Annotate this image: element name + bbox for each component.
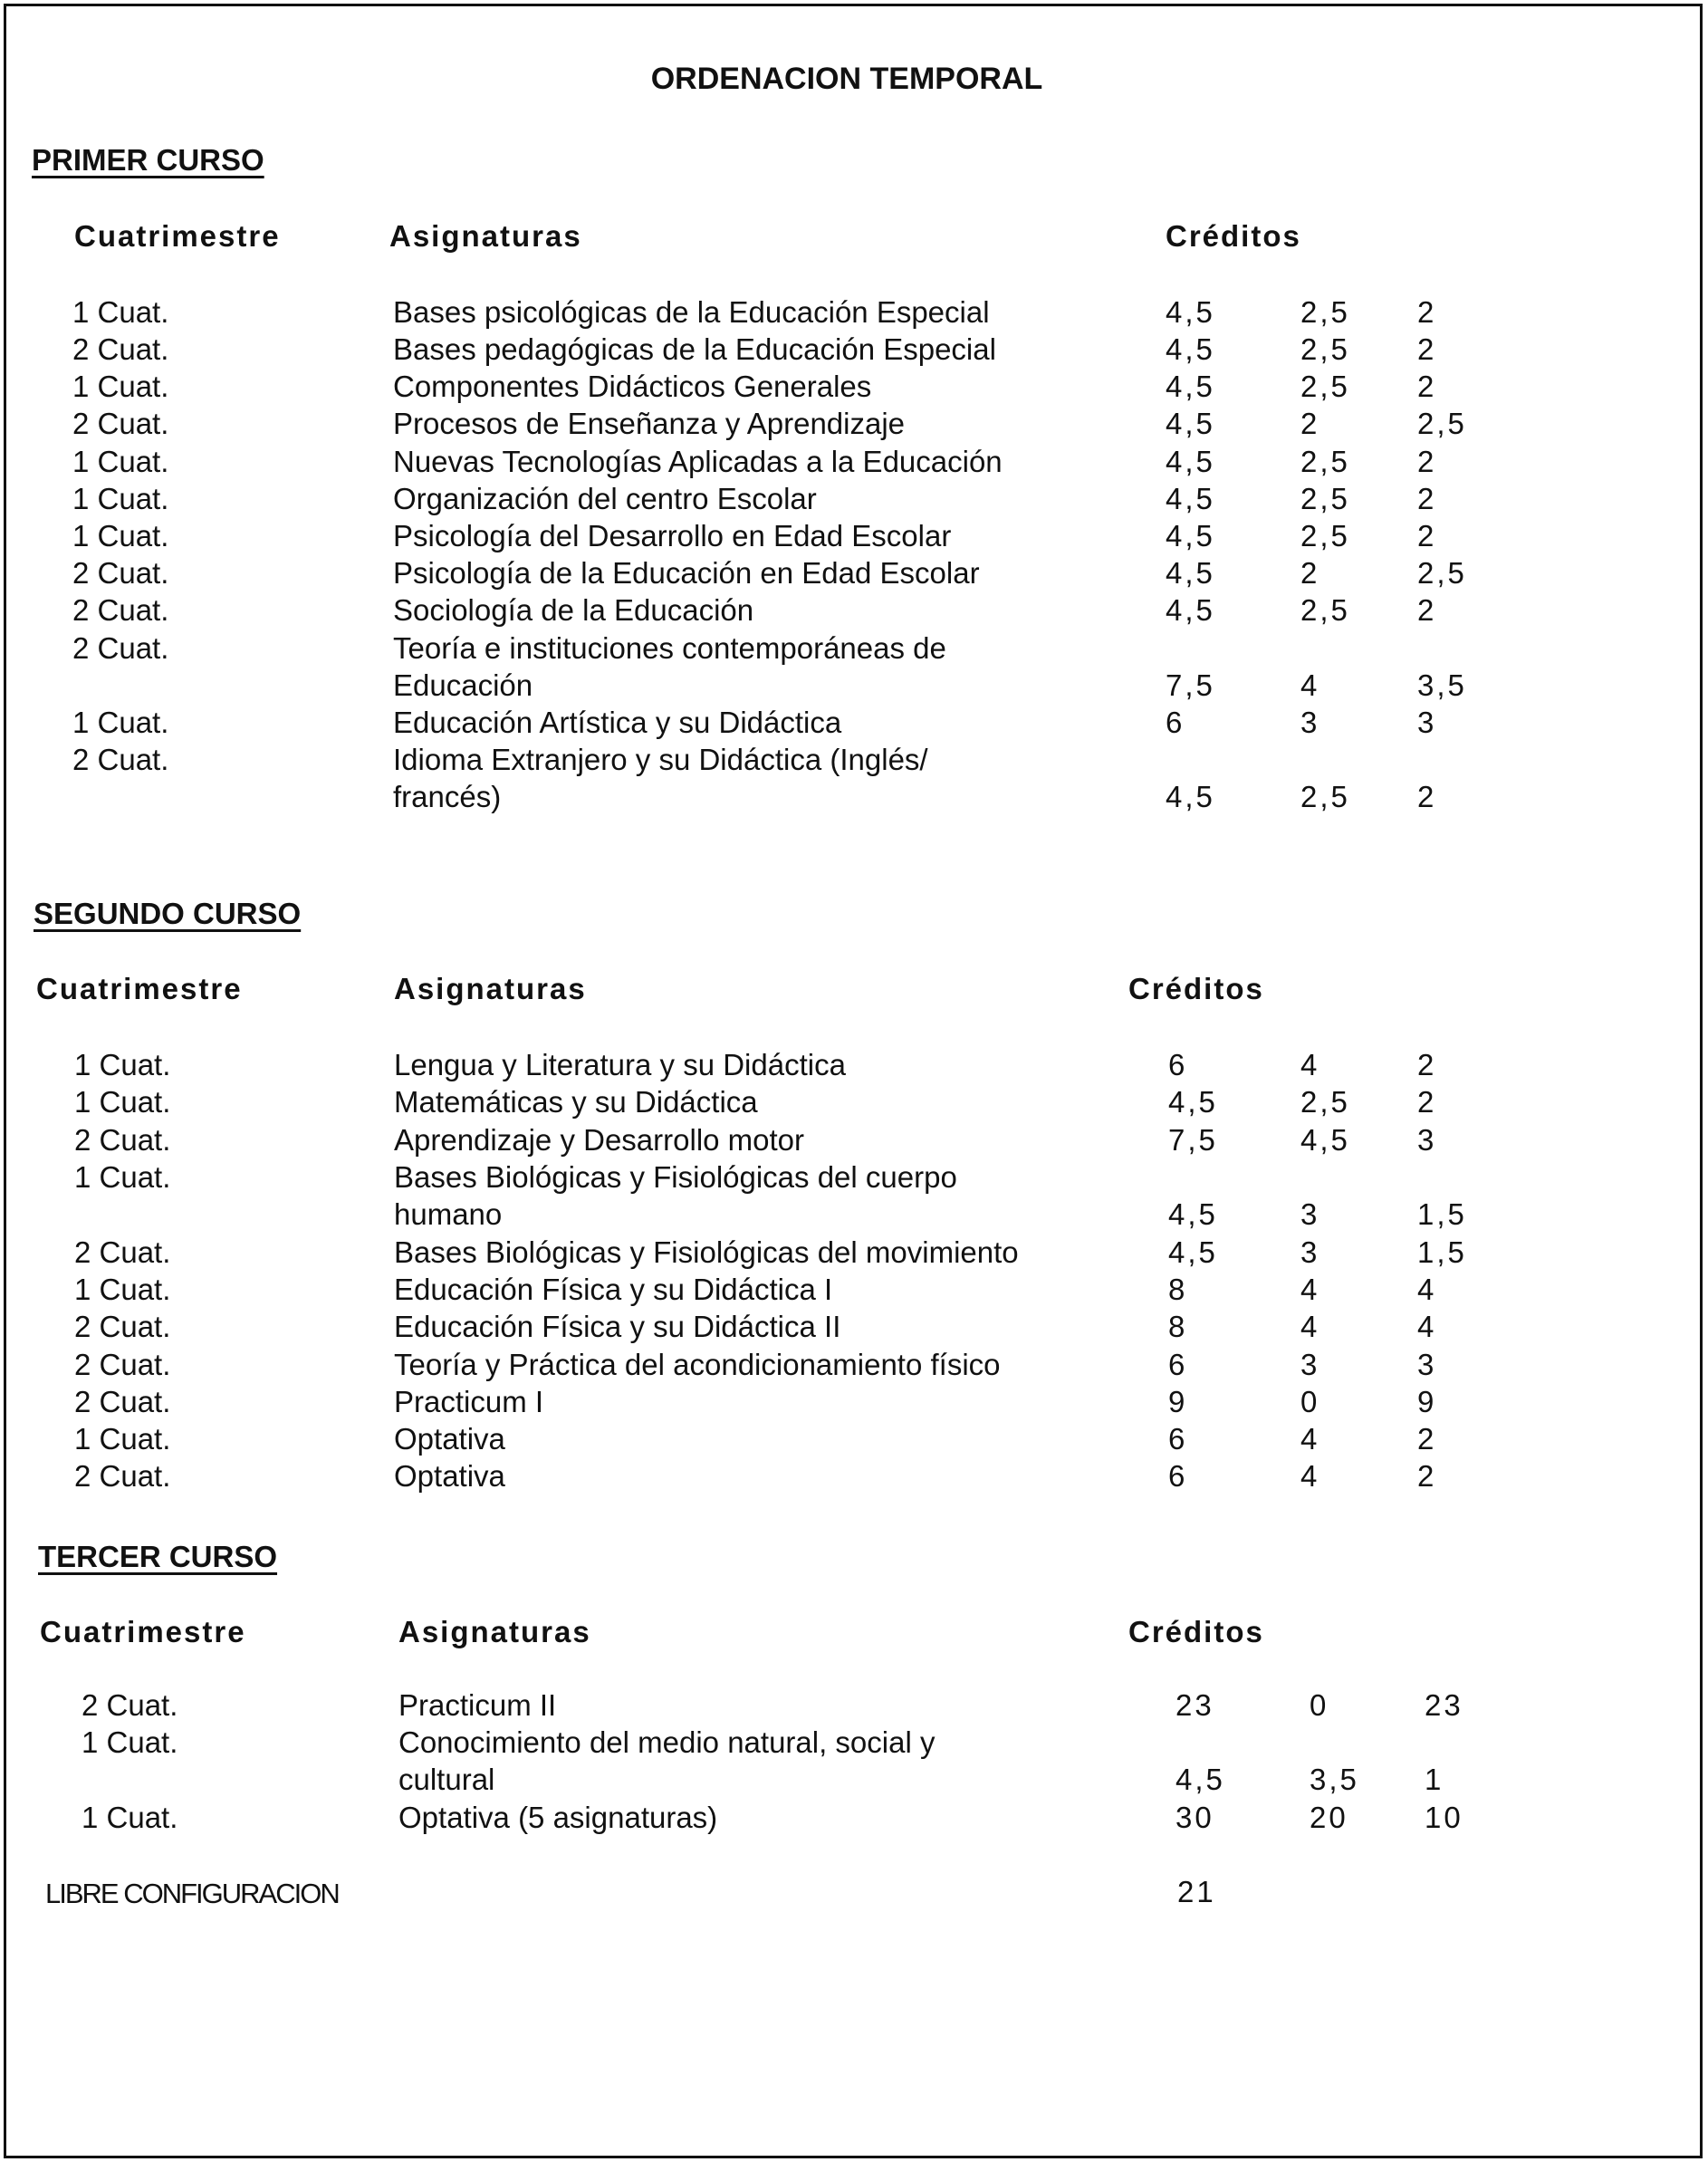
course-heading: TERCER CURSO xyxy=(38,1540,278,1573)
col-header-asignaturas: Asignaturas xyxy=(398,1615,591,1648)
credits-theory-cell: 2,5 xyxy=(1300,519,1350,553)
credits-theory-cell: 4 xyxy=(1300,1310,1320,1343)
table-row xyxy=(0,1046,1694,1083)
table-row xyxy=(0,443,1694,480)
table-row xyxy=(0,1271,1694,1308)
table-row xyxy=(0,1420,1694,1457)
credits-theory-cell: 0 xyxy=(1300,1385,1320,1418)
cuatrimestre-cell: 1 Cuat. xyxy=(74,1273,171,1306)
cuatrimestre-cell: 2 Cuat. xyxy=(74,1123,171,1157)
credits-theory-cell: 2,5 xyxy=(1300,1085,1350,1119)
credits-theory-cell: 2,5 xyxy=(1300,295,1350,329)
col-header-cuatrimestre: Cuatrimestre xyxy=(74,219,281,253)
credits-practice-cell: 1 xyxy=(1425,1763,1444,1796)
cuatrimestre-cell: 1 Cuat. xyxy=(74,1160,171,1194)
credits-total-cell: 6 xyxy=(1168,1459,1188,1493)
asignatura-cell: Educación Artística y su Didáctica xyxy=(393,706,842,739)
table-row xyxy=(0,1158,1694,1233)
col-header-creditos: Créditos xyxy=(1166,219,1301,253)
col-header-creditos: Créditos xyxy=(1128,972,1264,1005)
cuatrimestre-cell: 1 Cuat. xyxy=(72,445,169,478)
cuatrimestre-cell: 2 Cuat. xyxy=(74,1348,171,1381)
credits-total-cell: 4,5 xyxy=(1168,1197,1218,1231)
credits-theory-cell: 2 xyxy=(1300,556,1320,590)
cuatrimestre-cell: 1 Cuat. xyxy=(72,370,169,403)
credits-practice-cell: 1,5 xyxy=(1417,1197,1467,1231)
credits-total-cell: 6 xyxy=(1168,1422,1188,1456)
table-row xyxy=(0,554,1694,591)
credits-theory-cell: 4 xyxy=(1300,1048,1320,1081)
table-row xyxy=(0,293,1694,331)
credits-practice-cell: 2 xyxy=(1417,295,1437,329)
cuatrimestre-cell: 1 Cuat. xyxy=(74,1048,171,1081)
credits-practice-cell: 23 xyxy=(1425,1688,1463,1722)
asignatura-cell: Idioma Extranjero y su Didáctica (Inglés/ xyxy=(393,743,928,776)
credits-practice-cell: 2 xyxy=(1417,519,1437,553)
asignatura-cell: Organización del centro Escolar xyxy=(393,482,817,515)
col-header-cuatrimestre: Cuatrimestre xyxy=(36,972,243,1005)
asignatura-cell: Sociología de la Educación xyxy=(393,593,754,627)
credits-theory-cell: 4,5 xyxy=(1300,1123,1350,1157)
credits-practice-cell: 3 xyxy=(1417,706,1437,739)
asignatura-cell: Conocimiento del medio natural, social y xyxy=(398,1725,936,1759)
table-row xyxy=(0,591,1694,629)
asignatura-cell: Psicología del Desarrollo en Edad Escolar xyxy=(393,519,952,553)
credits-total-cell: 6 xyxy=(1168,1348,1188,1381)
cuatrimestre-cell: 2 Cuat. xyxy=(74,1310,171,1343)
credits-practice-cell: 2 xyxy=(1417,1422,1437,1456)
table-row xyxy=(0,368,1694,405)
credits-total-cell: 4,5 xyxy=(1166,407,1215,440)
table-row xyxy=(0,480,1694,517)
credits-practice-cell: 2 xyxy=(1417,482,1437,515)
credits-practice-cell: 2 xyxy=(1417,1085,1437,1119)
credits-practice-cell: 9 xyxy=(1417,1385,1437,1418)
credits-total-cell: 9 xyxy=(1168,1385,1188,1418)
asignatura-cell: Educación Física y su Didáctica II xyxy=(394,1310,841,1343)
asignatura-cell: Practicum I xyxy=(394,1385,544,1418)
cuatrimestre-cell: 1 Cuat. xyxy=(72,295,169,329)
credits-total-cell: 4,5 xyxy=(1166,332,1215,366)
credits-practice-cell: 2,5 xyxy=(1417,407,1467,440)
cuatrimestre-cell: 2 Cuat. xyxy=(72,631,169,665)
cuatrimestre-cell: 1 Cuat. xyxy=(82,1725,178,1759)
table-row xyxy=(0,1083,1694,1120)
credits-practice-cell: 2 xyxy=(1417,332,1437,366)
asignatura-cell: francés) xyxy=(393,780,502,813)
asignatura-cell: Practicum II xyxy=(398,1688,557,1722)
credits-practice-cell: 2,5 xyxy=(1417,556,1467,590)
credits-total-cell: 4,5 xyxy=(1166,780,1215,813)
table-row xyxy=(0,1457,1694,1494)
asignatura-cell: Optativa (5 asignaturas) xyxy=(398,1801,718,1834)
credits-theory-cell: 2,5 xyxy=(1300,370,1350,403)
table-row xyxy=(0,405,1694,442)
credits-total-cell: 4,5 xyxy=(1166,482,1215,515)
course-heading: PRIMER CURSO xyxy=(32,143,264,177)
table-row xyxy=(0,704,1694,741)
asignatura-cell: Matemáticas y su Didáctica xyxy=(394,1085,758,1119)
asignatura-cell: Educación Física y su Didáctica I xyxy=(394,1273,833,1306)
cuatrimestre-cell: 2 Cuat. xyxy=(72,743,169,776)
credits-practice-cell: 2 xyxy=(1417,780,1437,813)
table-row xyxy=(0,741,1694,815)
col-header-asignaturas: Asignaturas xyxy=(389,219,582,253)
credits-theory-cell: 3 xyxy=(1300,706,1320,739)
credits-practice-cell: 2 xyxy=(1417,370,1437,403)
asignatura-cell: Optativa xyxy=(394,1422,505,1456)
credits-practice-cell: 2 xyxy=(1417,593,1437,627)
table-row xyxy=(0,1346,1694,1383)
credits-total-cell: 6 xyxy=(1168,1048,1188,1081)
asignatura-cell: Teoría y Práctica del acondicionamiento físico xyxy=(394,1348,1001,1381)
cuatrimestre-cell: 1 Cuat. xyxy=(72,706,169,739)
table-row xyxy=(0,1686,1694,1724)
credits-theory-cell: 3,5 xyxy=(1310,1763,1359,1796)
credits-total-cell: 8 xyxy=(1168,1310,1188,1343)
credits-theory-cell: 3 xyxy=(1300,1197,1320,1231)
table-row xyxy=(0,1799,1694,1836)
cuatrimestre-cell: 2 Cuat. xyxy=(72,593,169,627)
credits-total-cell: 7,5 xyxy=(1168,1123,1218,1157)
credits-theory-cell: 4 xyxy=(1300,1422,1320,1456)
credits-total-cell: 4,5 xyxy=(1166,593,1215,627)
credits-total-cell: 4,5 xyxy=(1166,519,1215,553)
credits-theory-cell: 4 xyxy=(1300,668,1320,702)
credits-practice-cell: 3,5 xyxy=(1417,668,1467,702)
table-row xyxy=(0,1724,1694,1798)
asignatura-cell: Bases pedagógicas de la Educación Especial xyxy=(393,332,996,366)
cuatrimestre-cell: 2 Cuat. xyxy=(72,556,169,590)
credits-theory-cell: 0 xyxy=(1310,1688,1329,1722)
cuatrimestre-cell: 2 Cuat. xyxy=(82,1688,178,1722)
credits-theory-cell: 2,5 xyxy=(1300,482,1350,515)
table-row xyxy=(0,517,1694,554)
credits-total-cell: 4,5 xyxy=(1166,370,1215,403)
credits-total-cell: 4,5 xyxy=(1168,1235,1218,1269)
cuatrimestre-cell: 2 Cuat. xyxy=(72,407,169,440)
col-header-cuatrimestre: Cuatrimestre xyxy=(40,1615,246,1648)
table-row xyxy=(0,331,1694,368)
table-row xyxy=(0,1383,1694,1420)
credits-total-cell: 23 xyxy=(1175,1688,1214,1722)
credits-practice-cell: 4 xyxy=(1417,1273,1437,1306)
asignatura-cell: Educación xyxy=(393,668,533,702)
credits-total-cell: 4,5 xyxy=(1175,1763,1225,1796)
asignatura-cell: Bases Biológicas y Fisiológicas del cuerpo xyxy=(394,1160,957,1194)
credits-theory-cell: 20 xyxy=(1310,1801,1348,1834)
credits-theory-cell: 4 xyxy=(1300,1273,1320,1306)
credits-theory-cell: 2,5 xyxy=(1300,332,1350,366)
credits-practice-cell: 4 xyxy=(1417,1310,1437,1343)
asignatura-cell: Lengua y Literatura y su Didáctica xyxy=(394,1048,846,1081)
col-header-creditos: Créditos xyxy=(1128,1615,1264,1648)
libre-configuracion-value: 21 xyxy=(1177,1875,1216,1908)
course-heading: SEGUNDO CURSO xyxy=(34,897,302,930)
cuatrimestre-cell: 2 Cuat. xyxy=(74,1235,171,1269)
credits-practice-cell: 10 xyxy=(1425,1801,1463,1834)
asignatura-cell: Psicología de la Educación en Edad Escolar xyxy=(393,556,980,590)
credits-theory-cell: 3 xyxy=(1300,1235,1320,1269)
asignatura-cell: humano xyxy=(394,1197,503,1231)
col-header-asignaturas: Asignaturas xyxy=(394,972,587,1005)
credits-total-cell: 7,5 xyxy=(1166,668,1215,702)
asignatura-cell: Procesos de Enseñanza y Aprendizaje xyxy=(393,407,906,440)
credits-total-cell: 4,5 xyxy=(1166,445,1215,478)
credits-total-cell: 4,5 xyxy=(1166,295,1215,329)
asignatura-cell: Nuevas Tecnologías Aplicadas a la Educación xyxy=(393,445,1003,478)
cuatrimestre-cell: 1 Cuat. xyxy=(72,482,169,515)
credits-practice-cell: 2 xyxy=(1417,1459,1437,1493)
credits-theory-cell: 2,5 xyxy=(1300,445,1350,478)
cuatrimestre-cell: 1 Cuat. xyxy=(74,1422,171,1456)
credits-practice-cell: 3 xyxy=(1417,1123,1437,1157)
cuatrimestre-cell: 1 Cuat. xyxy=(74,1085,171,1119)
credits-practice-cell: 2 xyxy=(1417,1048,1437,1081)
credits-practice-cell: 1,5 xyxy=(1417,1235,1467,1269)
credits-total-cell: 4,5 xyxy=(1168,1085,1218,1119)
asignatura-cell: Optativa xyxy=(394,1459,505,1493)
cuatrimestre-cell: 1 Cuat. xyxy=(72,519,169,553)
asignatura-cell: Bases Biológicas y Fisiológicas del movimiento xyxy=(394,1235,1019,1269)
libre-configuracion-label: LIBRE CONFIGURACION xyxy=(45,1878,339,1909)
cuatrimestre-cell: 2 Cuat. xyxy=(74,1385,171,1418)
credits-practice-cell: 2 xyxy=(1417,445,1437,478)
page-title: ORDENACION TEMPORAL xyxy=(650,62,1043,96)
credits-theory-cell: 4 xyxy=(1300,1459,1320,1493)
cuatrimestre-cell: 1 Cuat. xyxy=(82,1801,178,1834)
credits-total-cell: 8 xyxy=(1168,1273,1188,1306)
asignatura-cell: cultural xyxy=(398,1763,495,1796)
asignatura-cell: Componentes Didácticos Generales xyxy=(393,370,872,403)
table-row xyxy=(0,1121,1694,1158)
asignatura-cell: Teoría e instituciones contemporáneas de xyxy=(393,631,946,665)
credits-total-cell: 4,5 xyxy=(1166,556,1215,590)
credits-theory-cell: 3 xyxy=(1300,1348,1320,1381)
table-row xyxy=(0,1308,1694,1345)
asignatura-cell: Aprendizaje y Desarrollo motor xyxy=(394,1123,805,1157)
credits-theory-cell: 2,5 xyxy=(1300,593,1350,627)
table-row xyxy=(0,629,1694,704)
cuatrimestre-cell: 2 Cuat. xyxy=(74,1459,171,1493)
credits-practice-cell: 3 xyxy=(1417,1348,1437,1381)
credits-total-cell: 30 xyxy=(1175,1801,1214,1834)
credits-theory-cell: 2 xyxy=(1300,407,1320,440)
credits-theory-cell: 2,5 xyxy=(1300,780,1350,813)
asignatura-cell: Bases psicológicas de la Educación Especial xyxy=(393,295,990,329)
cuatrimestre-cell: 2 Cuat. xyxy=(72,332,169,366)
credits-total-cell: 6 xyxy=(1166,706,1185,739)
table-row xyxy=(0,1234,1694,1271)
